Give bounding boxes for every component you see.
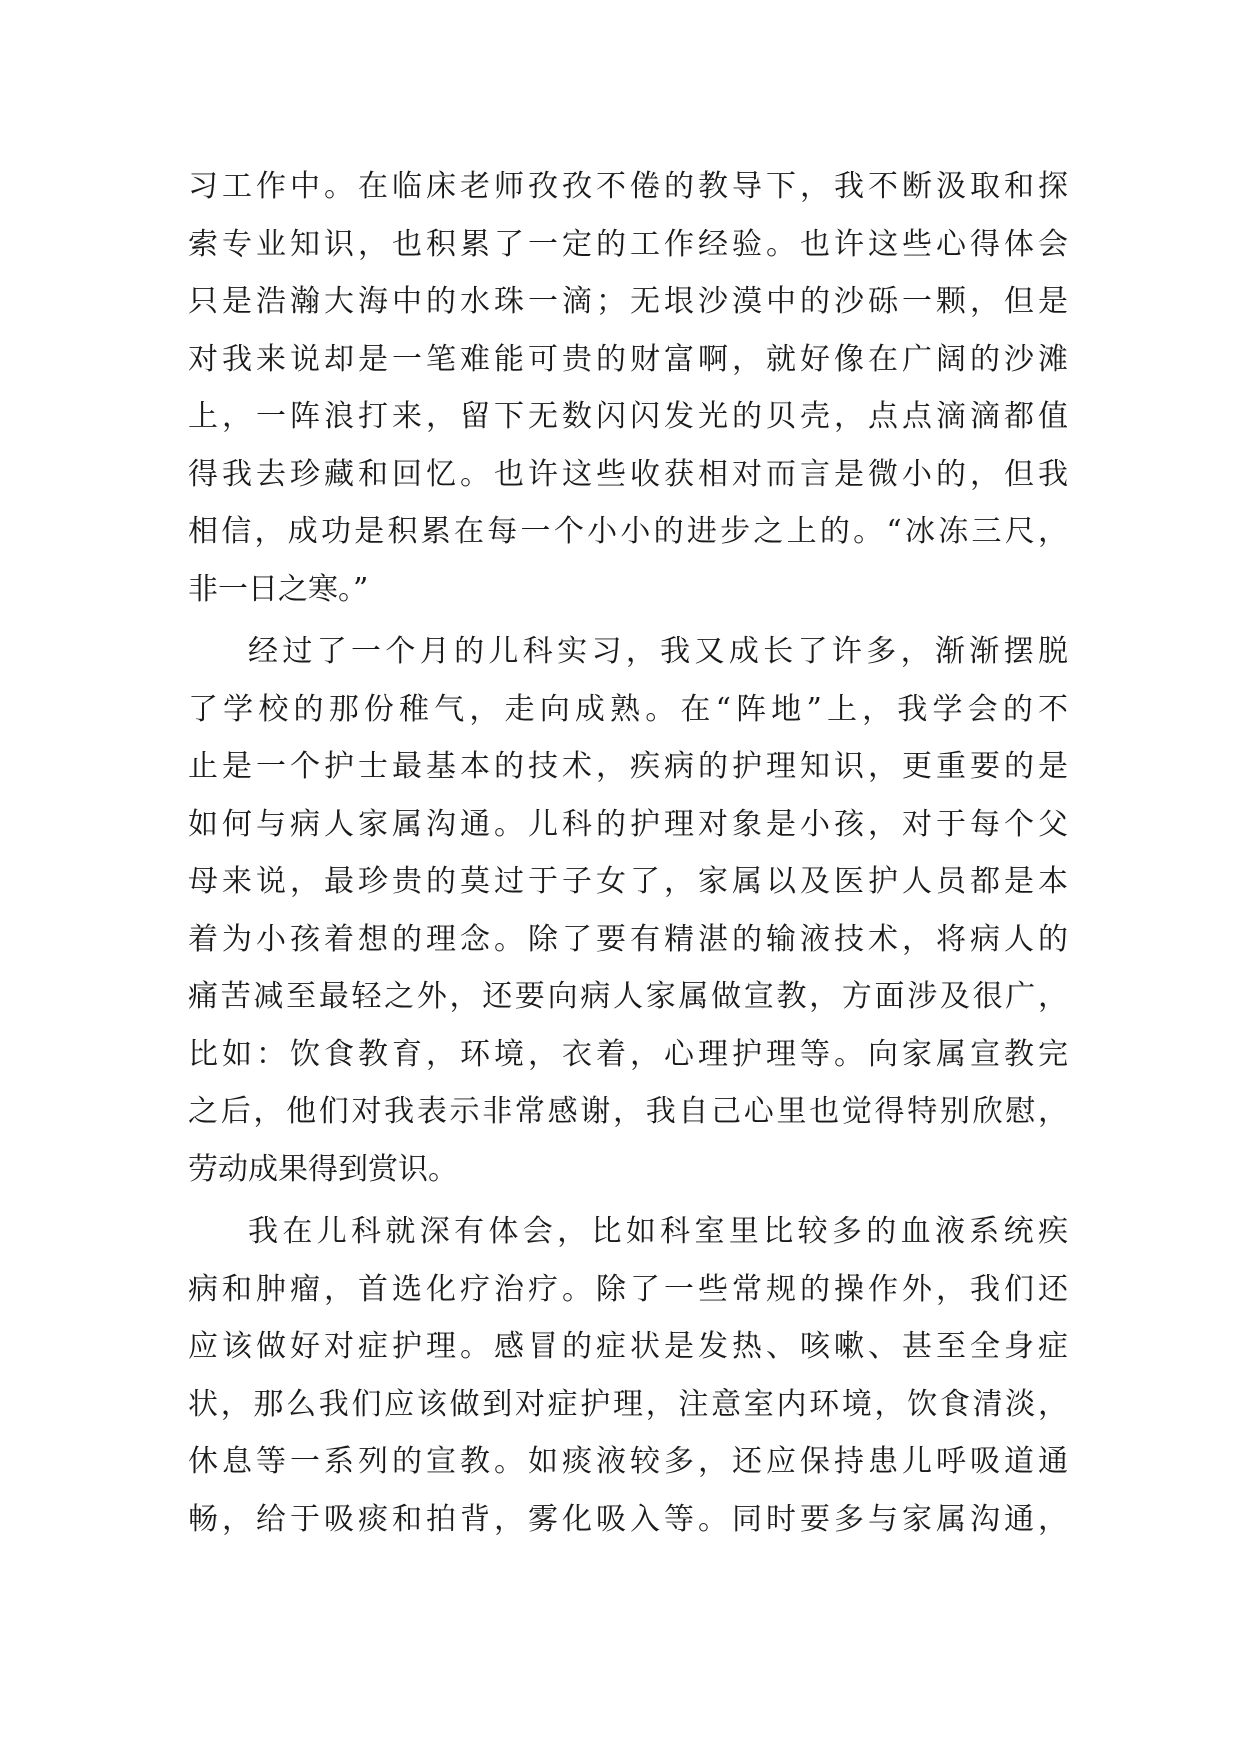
paragraph-line: 病和肿瘤，首选化疗治疗。除了一些常规的操作外，我们还 xyxy=(188,1271,1068,1307)
paragraph-line: 畅，给于吸痰和拍背，雾化吸入等。同时要多与家属沟通， xyxy=(188,1501,1068,1537)
paragraph-line: 止是一个护士最基本的技术，疾病的护理知识，更重要的是 xyxy=(188,749,1068,784)
paragraph-line: 上，一阵浪打来，留下无数闪闪发光的贝壳，点点滴滴都值 xyxy=(188,399,1068,434)
paragraph-line: 母来说，最珍贵的莫过于子女了，家属以及医护人员都是本 xyxy=(188,864,1068,899)
paragraph-line: 劳动成果得到赏识。 xyxy=(188,1151,458,1187)
paragraph-line: 经过了一个月的儿科实习，我又成长了许多，渐渐摆脱 xyxy=(248,634,1068,669)
paragraph-line: 索专业知识，也积累了一定的工作经验。也许这些心得体会 xyxy=(188,226,1068,262)
paragraph-2 xyxy=(188,623,1068,1198)
paragraph-line: 对我来说却是一笔难能可贵的财富啊，就好像在广阔的沙滩 xyxy=(188,341,1068,377)
paragraph-line: 得我去珍藏和回忆。也许这些收获相对而言是微小的，但我 xyxy=(188,456,1068,492)
paragraph-line: 如何与病人家属沟通。儿科的护理对象是小孩，对于每个父 xyxy=(188,806,1068,842)
paragraph-line: 习工作中。在临床老师孜孜不倦的教导下，我不断汲取和探 xyxy=(188,169,1068,204)
paragraph-line: 非一日之寒。” xyxy=(188,571,369,607)
paragraph-line: 相信，成功是积累在每一个小小的进步之上的。“冰冻三尺， xyxy=(188,514,1068,549)
paragraph-line: 我在儿科就深有体会，比如科室里比较多的血液系统疾 xyxy=(248,1214,1068,1249)
paragraph-line: 应该做好对症护理。感冒的症状是发热、咳嗽、甚至全身症 xyxy=(188,1329,1068,1364)
paragraph-1 xyxy=(188,158,1068,618)
paragraph-line: 比如：饮食教育，环境，衣着，心理护理等。向家属宣教完 xyxy=(188,1036,1068,1072)
paragraph-line: 休息等一系列的宣教。如痰液较多，还应保持患儿呼吸道通 xyxy=(188,1444,1068,1479)
paragraph-3 xyxy=(188,1203,1068,1548)
paragraph-line: 之后，他们对我表示非常感谢，我自己心里也觉得特别欣慰， xyxy=(188,1094,1068,1129)
paragraph-line: 着为小孩着想的理念。除了要有精湛的输液技术，将病人的 xyxy=(188,921,1068,957)
document-body xyxy=(188,158,1068,1548)
paragraph-line: 了学校的那份稚气，走向成熟。在“阵地”上，我学会的不 xyxy=(188,691,1068,727)
paragraph-line: 只是浩瀚大海中的水珠一滴；无垠沙漠中的沙砾一颗，但是 xyxy=(188,284,1068,319)
paragraph-line: 痛苦减至最轻之外，还要向病人家属做宣教，方面涉及很广， xyxy=(188,979,1068,1014)
paragraph-line: 状，那么我们应该做到对症护理，注意室内环境，饮食清淡， xyxy=(188,1386,1068,1422)
